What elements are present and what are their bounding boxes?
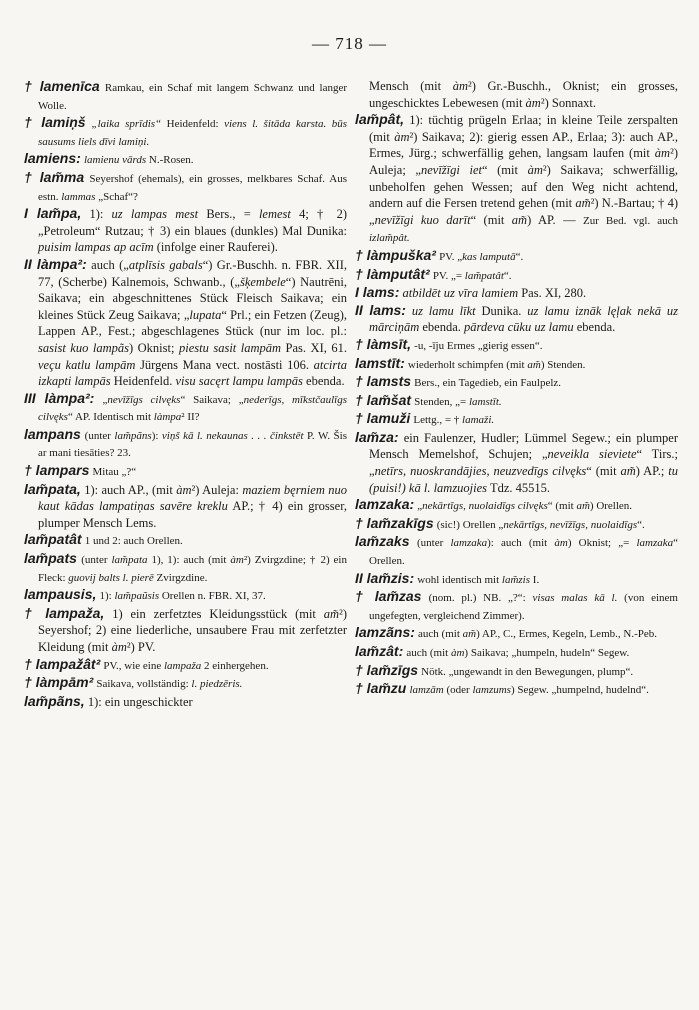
- latvian-text: nekārtīgs, nevīžīgs, nuolaidīgs: [503, 518, 638, 531]
- latvian-text: puisim lampas ap acīm: [38, 240, 154, 255]
- entry-text: ²) Sonnaxt.: [540, 95, 596, 110]
- entry-text: Bers., =: [198, 207, 259, 222]
- entry-headword: † lam̃zīgs: [355, 661, 419, 678]
- entry-text: auch („: [91, 257, 129, 272]
- latvian-text: šķembele: [239, 274, 286, 289]
- entry-headword: † lamuži: [355, 410, 411, 427]
- dictionary-entry: [355, 680, 678, 699]
- entry-text: ²) Auleja:: [191, 482, 243, 497]
- entry-text: ) AP., C., Ermes, Kegeln, Lemb., N.-Peb.: [476, 628, 657, 641]
- entry-headword: lam̃patât: [24, 531, 82, 548]
- entry-text: N.-Rosen.: [146, 154, 194, 167]
- entry-headword: lampans: [24, 425, 81, 442]
- dictionary-entry: [24, 656, 347, 675]
- dictionary-entry: [355, 515, 678, 534]
- latvian-text: viens l. šitāda karsta. būs sausums liels dīvi lamiņi.: [38, 118, 347, 148]
- entry-text: Ramkau, ein Schaf mit langem Schwanz und langer Wolle.: [38, 82, 348, 112]
- entry-text: Jürgens Mana vect. nostāsti 106.: [135, 357, 314, 372]
- dictionary-entry: [24, 78, 347, 114]
- dictionary-entry: [24, 586, 347, 605]
- dictionary-entry: [355, 373, 678, 392]
- latvian-text: lemest: [258, 207, 291, 222]
- latvian-text: visu sacęrt lampu lampās: [175, 374, 303, 389]
- dictionary-entry: [24, 390, 347, 426]
- dictionary-entry: [355, 247, 678, 266]
- latvian-text: netīrs, nuoskrandājies, neuzvedīgs cilvęks: [374, 464, 587, 479]
- entry-text: “ (mit: [470, 212, 512, 227]
- latvian-text: àm: [527, 162, 543, 177]
- dictionary-entry: [24, 426, 347, 462]
- latvian-text: tu (puisi!) kā l. lamzuojies: [369, 464, 678, 495]
- dictionary-entry: [355, 533, 678, 569]
- latvian-text: uz lamu iznāk lęļak nekā uz mārciņām: [369, 303, 678, 335]
- entry-headword: lam̃za:: [355, 428, 399, 445]
- dictionary-entry: [355, 336, 678, 355]
- latvian-text: àm: [230, 554, 244, 567]
- dictionary-entry: [355, 111, 678, 247]
- entry-headword: lam̃pata,: [24, 480, 81, 497]
- entry-text: 1):: [89, 207, 112, 222]
- dictionary-entry: [355, 266, 678, 285]
- dictionary-entry: [24, 481, 347, 532]
- entry-text: ebenda.: [419, 320, 465, 335]
- entry-text: (nom. pl.) NB. „?“:: [428, 592, 533, 605]
- entry-text: Lettg., = †: [413, 414, 463, 427]
- dictionary-entry: [355, 624, 678, 643]
- dictionary-entry: [355, 662, 678, 681]
- dictionary-entry: [355, 643, 678, 662]
- entry-text: Pas. XI, 61.: [281, 340, 347, 355]
- entry-text: (oder: [443, 684, 473, 697]
- entry-headword: lamstīt:: [355, 354, 405, 371]
- entry-headword: lam̃zât:: [355, 643, 404, 659]
- dictionary-entry: [355, 78, 678, 111]
- latvian-text: am̃: [576, 500, 590, 513]
- entry-text: ) Stenden.: [540, 358, 586, 371]
- entry-text: ) Oknist;: [128, 340, 179, 355]
- entry-headword: † lam̃zas: [355, 588, 422, 605]
- entry-text: ):: [151, 429, 162, 442]
- entry-text: ein Faulenzer, Hudler; Lümmel Segew.; ein plumper Mensch Memelshof, Schujen; „: [369, 430, 679, 462]
- latvian-text: atcirta izkapti lampās: [38, 357, 347, 389]
- latvian-text: lamzām: [409, 684, 444, 697]
- entry-text: P. W. Šis ar mani tiesāties? 23.: [38, 429, 348, 460]
- latvian-text: làmpa: [153, 411, 182, 424]
- latvian-text: guovij balts l. pierē: [68, 571, 154, 584]
- dictionary-entry: [24, 605, 347, 656]
- entry-headword: III làmpa²:: [24, 389, 95, 406]
- latvian-text: l. piedzēris.: [191, 678, 243, 691]
- entry-text: “.: [515, 250, 524, 263]
- entry-text: ²) Gr.-Buschh., Oknist; ein grosses, ungeschicktes Lebewesen (mit: [369, 79, 678, 110]
- entry-text: I.: [530, 573, 540, 586]
- latvian-text: lam̃zis: [501, 573, 531, 586]
- entry-headword: † lam̃šat: [355, 391, 412, 408]
- latvian-text: visas malas kā l.: [532, 592, 618, 605]
- entry-text: “ (mit: [481, 162, 528, 177]
- entry-text: ²) Auleja; „: [369, 146, 678, 177]
- entry-text: ²) Saikava; schwerfällig, unbeholfen gehen Wessen; auf den Weg nicht achtend, andern auf die Fersen tretend gehen (mit: [369, 162, 678, 211]
- entry-headword: lam̃pât,: [355, 111, 405, 128]
- entry-text: ) AP.;: [635, 464, 669, 479]
- entry-text: 4; † 2) „Petroleum“ Rutzau; † 3) ein blaues (dunkles) Mal Dunika:: [38, 207, 347, 238]
- latvian-text: izlam̃pât.: [369, 232, 410, 245]
- entry-text: Mitau „?“: [92, 466, 137, 479]
- latvian-text: nevīžīgi kuo darīt: [374, 212, 471, 227]
- entry-text: (unter: [81, 554, 112, 567]
- dictionary-entry: [24, 693, 347, 711]
- entry-text: “.: [503, 269, 512, 282]
- entry-text: ) Segew. „humpelnd, hudelnd“.: [510, 684, 649, 697]
- entry-headword: I lams:: [355, 284, 400, 301]
- entry-headword: II làmpa²:: [24, 255, 87, 272]
- latvian-text: lam̃pãns: [114, 429, 152, 442]
- dictionary-entry: [24, 205, 347, 256]
- latvian-text: piestu sasit lampām: [178, 340, 282, 355]
- entry-text: PV. „=: [432, 269, 465, 282]
- latvian-text: lamienu vārds: [83, 154, 147, 167]
- latvian-text: nevīžīgs cilvęks: [107, 393, 181, 406]
- entry-text: ebenda.: [302, 374, 345, 389]
- entry-headword: lam̃zaks: [355, 533, 410, 550]
- latvian-text: lamzums: [472, 684, 511, 697]
- entry-text: “) Gr.-Buschh. n. FBR. XII, 77, (Scherbe) Kalnemois, Schwanb., („: [38, 257, 348, 289]
- entry-text: “ Saikava; „: [180, 393, 244, 406]
- entry-text: “) Nautrēni, Saikava; ein abgeschnittenes Stück Fleisch Saikava; ein kleines Stück Zeug Saikava; „: [38, 274, 347, 322]
- entry-text: “ (mit: [586, 464, 621, 479]
- entry-text: Tdz. 45515.: [487, 480, 551, 495]
- latvian-text: àm: [654, 146, 671, 161]
- latvian-text: neveikla sieviete: [547, 447, 637, 462]
- entry-text: (unter: [417, 537, 451, 550]
- entry-text: 1):: [99, 590, 115, 603]
- latvian-text: maziem bęrniem nuo kaut kādas lampatiņas savēre kreklu: [38, 482, 347, 514]
- dictionary-entry: [355, 392, 678, 411]
- dictionary-entry: [24, 531, 347, 550]
- latvian-text: kas lamputā: [462, 250, 516, 263]
- entry-text: wohl identisch mit: [417, 573, 502, 586]
- entry-text: 2 einhergehen.: [201, 659, 269, 672]
- latvian-text: uz lamu līkt: [411, 303, 476, 318]
- entry-text: ) Orellen.: [589, 500, 633, 513]
- dictionary-entry: [24, 674, 347, 693]
- entry-text: ) AP. —: [527, 212, 583, 227]
- entry-text: 1) ein zerfetztes Kleidungsstück (mit: [112, 606, 324, 621]
- dictionary-entry: [355, 410, 678, 429]
- latvian-text: lupata: [189, 307, 222, 322]
- entry-headword: † lam̃zu: [355, 680, 407, 697]
- right-column: [355, 78, 678, 699]
- entry-headword: † lamsts: [355, 373, 412, 390]
- entry-text: PV. „: [439, 250, 463, 263]
- latvian-text: uz lampas mest: [111, 207, 199, 222]
- entry-text: 1 und 2: auch Orellen.: [84, 535, 183, 548]
- latvian-text: àm: [525, 95, 541, 110]
- entry-text: “ AP. Identisch mit: [67, 411, 154, 424]
- entry-text: “.: [637, 518, 645, 531]
- entry-headword: II lams:: [355, 301, 406, 318]
- entry-headword: † lampažât²: [24, 655, 101, 672]
- entry-text: -u, -īju Ermes „gierig essen“.: [414, 339, 543, 352]
- latvian-text: lamaži.: [462, 414, 495, 427]
- entry-text: ² II?: [181, 411, 200, 424]
- latvian-text: àm: [111, 640, 127, 654]
- latvian-text: pārdeva cūku uz lamu: [464, 320, 574, 335]
- entry-text: „: [102, 393, 108, 406]
- entry-text: Saikava, vollständig:: [96, 678, 192, 691]
- entry-headword: lamzãns:: [355, 624, 415, 641]
- dictionary-entry: [24, 462, 347, 481]
- entry-text: auch (mit: [418, 628, 463, 641]
- entry-headword: † lam̃zakīgs: [355, 514, 434, 531]
- latvian-text: lamzaka: [450, 537, 488, 550]
- latvian-text: am̃: [527, 358, 541, 371]
- entry-text: ebenda.: [573, 320, 616, 335]
- entry-text: ²) PV.: [126, 640, 156, 654]
- entry-headword: lamiens:: [24, 150, 81, 167]
- entry-headword: † làmputât²: [355, 265, 430, 282]
- latvian-text: lammas: [61, 190, 96, 203]
- entry-headword: † lamiņš: [24, 114, 86, 131]
- dictionary-entry: [24, 114, 347, 150]
- entry-text: “ Prl.; ein Fetzen (Zeug), Lappen AP., Fest.; abgeschlagenes Stück (nur im loc. pl.:: [38, 307, 347, 339]
- entry-text: Stenden, „=: [414, 395, 469, 408]
- latvian-text: àm: [394, 129, 410, 144]
- entry-text: wiederholt schimpfen (mit: [407, 358, 528, 371]
- latvian-text: viņš kā l. nekaunas . . . činkstēt: [161, 429, 304, 442]
- latvian-text: nekārtīgs, nuolaidīgs cilvęks: [422, 500, 548, 513]
- entry-headword: † lamenīca: [24, 78, 100, 94]
- entry-headword: † lam̃ma: [24, 168, 85, 185]
- entry-text: Zur Bed. vgl. auch: [582, 214, 678, 227]
- entry-text: „: [417, 500, 423, 513]
- latvian-text: am̃: [620, 464, 636, 479]
- entry-text: Heidenfeld.: [110, 374, 176, 389]
- entry-text: Nötk. „ungewandt in den Bewegungen, plump“.: [421, 665, 634, 678]
- entry-text: (unter: [84, 429, 115, 442]
- latvian-text: lamstīt.: [468, 395, 502, 408]
- entry-text: Dunika.: [475, 303, 528, 318]
- dictionary-entry: [24, 169, 347, 205]
- entry-headword: lam̃pãns,: [24, 692, 85, 709]
- entry-text: 1): ein ungeschickter: [87, 694, 193, 709]
- entry-headword: † lampaža,: [24, 604, 105, 621]
- entry-headword: † làmpuška²: [355, 246, 436, 263]
- entry-text: ): auch (mit: [487, 537, 555, 550]
- entry-text: (von einem ungefegten, vergleichend Zimmer).: [369, 592, 678, 622]
- entry-headword: I lam̃pa,: [24, 205, 82, 222]
- entry-text: ²) Saikava; 2): gierig essen AP., Erlaa; 3): auch AP., Ermes, Jürg.; schwerfällig gehen, langsam laufen (mit: [369, 129, 678, 161]
- latvian-text: „laika sprīdis“: [91, 118, 162, 131]
- entry-headword: † lampars: [24, 462, 90, 479]
- page-number: — 718 —: [312, 34, 387, 53]
- entry-text: Pas. XI, 280.: [518, 286, 587, 301]
- entry-text: PV., wie eine: [103, 659, 164, 672]
- latvian-text: àm: [452, 79, 468, 93]
- entry-headword: † làmsīt,: [355, 335, 412, 352]
- entry-text: (infolge einer Rauferei).: [153, 240, 278, 255]
- latvian-text: àm: [450, 647, 465, 659]
- dictionary-entry: [355, 588, 678, 624]
- latvian-text: lampaža: [163, 659, 202, 672]
- latvian-text: lam̃patât: [464, 269, 504, 282]
- dictionary-entry: [24, 150, 347, 169]
- entry-headword: II lam̃zis:: [355, 569, 415, 586]
- latvian-text: am̃: [323, 606, 340, 621]
- latvian-text: àm: [176, 482, 192, 497]
- latvian-text: veçu katlu lampām: [38, 357, 136, 372]
- latvian-text: am̃: [462, 628, 477, 641]
- entry-text: “ Orellen.: [369, 537, 678, 568]
- dictionary-entry: [355, 429, 678, 496]
- dictionary-entry: [355, 496, 678, 515]
- latvian-text: am̃: [575, 196, 591, 211]
- latvian-text: atbildēt uz vīra lamiem: [402, 286, 519, 301]
- entry-text: „Schaf“?: [95, 190, 138, 203]
- dictionary-entry: [355, 570, 678, 589]
- entry-text: 1): auch AP., (mit: [84, 482, 177, 497]
- entry-text: Orellen n. FBR. XI, 37.: [159, 590, 266, 603]
- entry-text: Mensch (mit: [369, 79, 453, 93]
- latvian-text: lamzaka: [636, 537, 674, 550]
- entry-text: Seyershof (ehemals), ein grosses, melkbares Schaf. Aus estn.: [38, 172, 347, 203]
- dictionary-entry: [355, 355, 678, 374]
- latvian-text: sasist kuo lampãs: [38, 340, 129, 355]
- latvian-text: lam̃paũsis: [114, 590, 160, 603]
- entry-text: “ Tirs.; „: [369, 447, 678, 479]
- entry-text: 1): tüchtig prügeln Erlaa; in kleine Teile zerspalten (mit: [369, 113, 678, 144]
- entry-text: ²) Zvirgzdine; † 2) ein Fleck:: [38, 554, 347, 584]
- entry-text: ²) Seyershof; 2) eine liederliche, unsaubere Frau mit zerfetzter Kleidung (mit: [38, 606, 347, 654]
- entry-headword: † làmpām²: [24, 674, 94, 691]
- entry-text: AP.; † 4) ein grosser, plumper Mensch Lems.: [38, 499, 347, 530]
- dictionary-entry: [355, 302, 678, 336]
- entry-text: ) Oknist; „=: [567, 537, 637, 550]
- entry-text: Heidenfeld:: [161, 118, 225, 131]
- entry-text: ) Saikava; „humpeln, hudeln“ Segew.: [464, 647, 630, 659]
- left-column: [24, 78, 347, 710]
- entry-headword: lampausis,: [24, 586, 97, 603]
- latvian-text: àm: [554, 537, 568, 550]
- entry-text: auch (mit: [406, 647, 451, 659]
- latvian-text: nederīgs, mīkstčaulīgs cilvęks: [38, 393, 347, 424]
- dictionary-entry: [24, 550, 347, 586]
- entry-text: (sic!) Orellen „: [436, 518, 504, 531]
- dictionary-entry: [355, 284, 678, 302]
- entry-headword: lamzaka:: [355, 496, 415, 513]
- entry-text: Zvirgzdine.: [153, 571, 208, 584]
- entry-text: “ (mit: [547, 500, 577, 513]
- latvian-text: am̃: [511, 212, 528, 227]
- dictionary-entry: [24, 256, 347, 390]
- entry-text: Bers., ein Tagedieb, ein Faulpelz.: [414, 377, 562, 390]
- latvian-text: nevīžīgi iet: [420, 162, 482, 177]
- entry-headword: lam̃pats: [24, 550, 77, 567]
- latvian-text: atplīsis gabals: [128, 257, 203, 272]
- entry-text: 1), 1): auch (mit: [147, 554, 231, 567]
- latvian-text: lam̃pata: [111, 554, 148, 567]
- entry-text: ²) N.-Bartau; † 4) „: [369, 196, 678, 227]
